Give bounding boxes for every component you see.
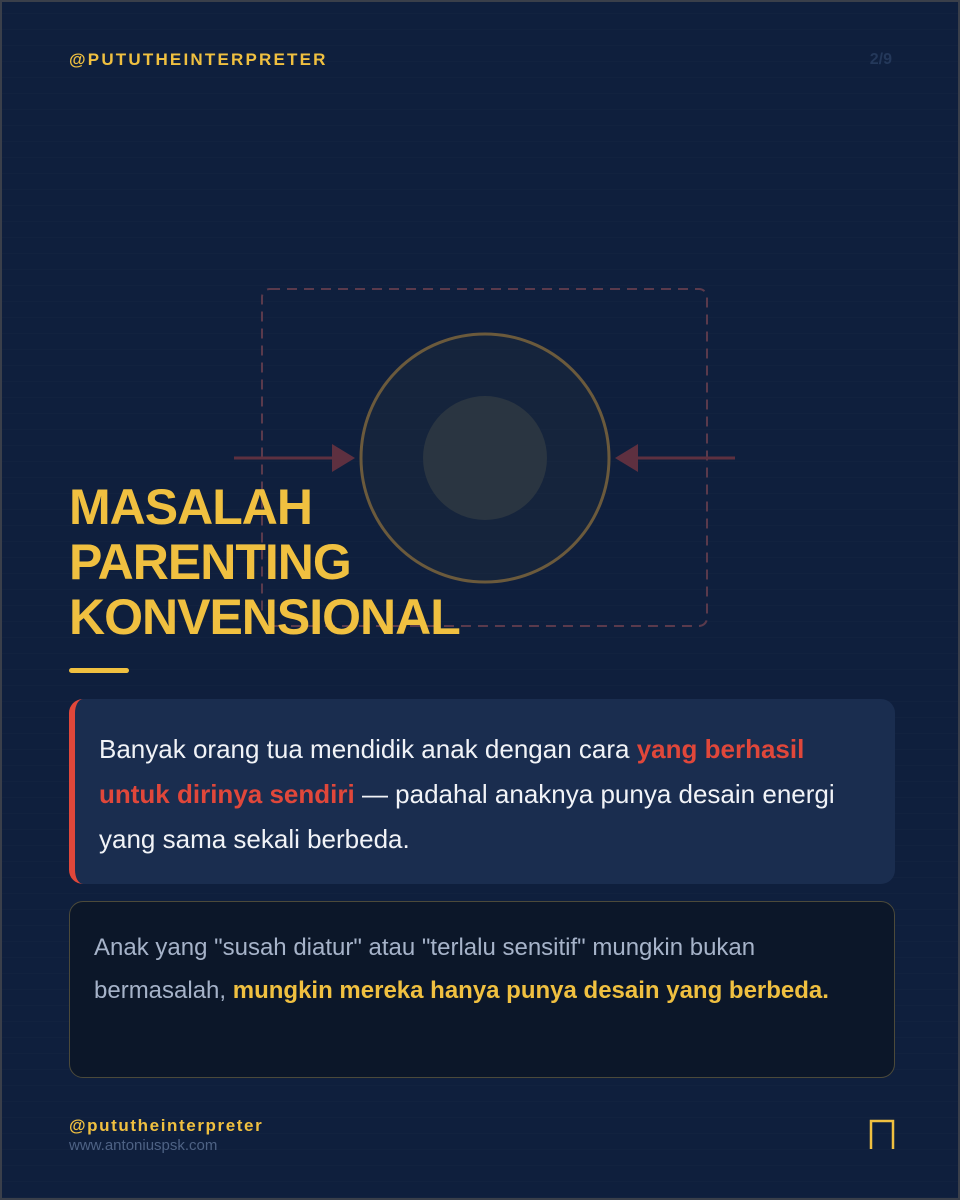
- secondary-statement-card: [69, 901, 895, 1078]
- header-handle: @PUTUTHEINTERPRETER: [69, 50, 328, 69]
- title-line-1: MASALAH: [69, 479, 312, 535]
- secondary-text-start: Anak yang "susah diatur" atau "terlalu sensitif" mungkin bukan bermasalah,: [94, 934, 756, 1004]
- primary-text-end: — padahal anaknya punya desain energi yang sama sekali berbeda.: [99, 779, 835, 854]
- secondary-highlight: mungkin mereka hanya punya desain yang berbeda.: [232, 977, 829, 1004]
- right-arrow-head: [615, 444, 638, 472]
- title-line-2: PARENTING: [69, 534, 351, 590]
- page-indicator: 2/9: [869, 51, 892, 68]
- footer-handle: @pututheinterpreter: [69, 1116, 264, 1135]
- primary-statement-text: [99, 727, 855, 862]
- gate-logo-icon: [868, 1118, 896, 1150]
- footer-url[interactable]: www.antoniuspsk.com: [69, 1137, 218, 1154]
- primary-statement-card: [69, 699, 895, 884]
- title-line-3: KONVENSIONAL: [69, 589, 460, 645]
- primary-text-start: Banyak orang tua mendidik anak dengan cara: [99, 734, 637, 764]
- secondary-statement-text: [94, 926, 854, 1012]
- title-underline: [69, 668, 129, 673]
- page-title: [69, 480, 460, 645]
- primary-highlight: yang berhasil untuk dirinya sendiri: [99, 734, 805, 809]
- left-arrow-head: [332, 444, 355, 472]
